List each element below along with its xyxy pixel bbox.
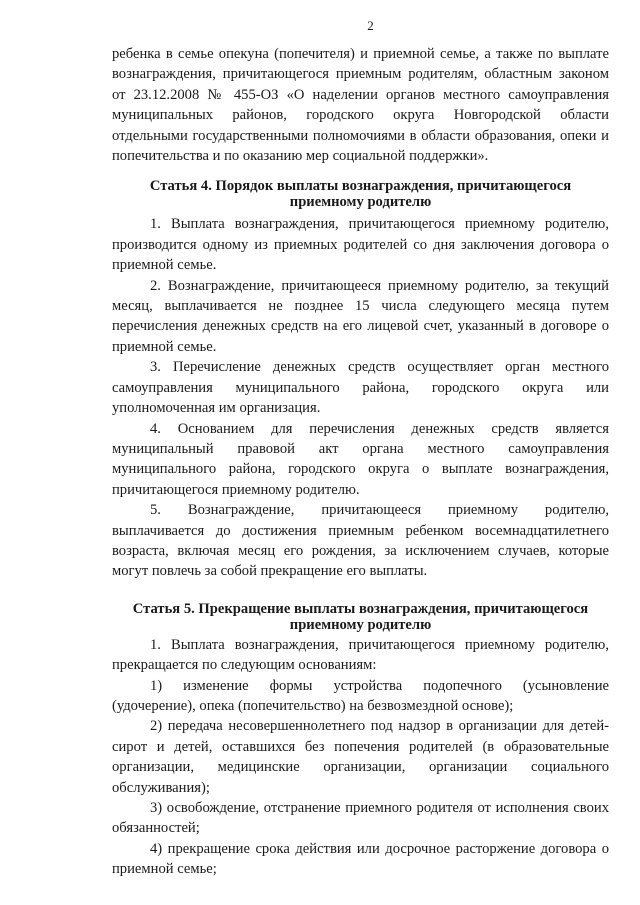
- article-5-item-3: 3) освобождение, отстранение приемного родителя от исполнения своих обязанностей;: [112, 800, 609, 837]
- article-4-paragraph-5: 5. Вознаграждение, причитающееся приемному родителю, выплачивается до достижения приемным ребенком восемнадцатилетнего возраста, включая месяц его рождения, за исключением случаев, которые могут повлечь за собой прекращение его выплаты.: [112, 502, 609, 580]
- article-5-item-1: 1) изменение формы устройства подопечного (усыновление (удочерение), опека (попечительство) на безвозмездной основе);: [112, 677, 609, 714]
- page-number: 2: [367, 18, 374, 33]
- intro-paragraph: ребенка в семье опекуна (попечителя) и приемной семье, а также по выплате вознаграждения, причитающегося приемным родителям, областным законом от 23.12.2008 № 455-ОЗ «О наделении органов местного самоуправления муниципальных районов, городского округа Новгородской области отдельными государственными полномочиями в области образования, опеки и попечительства и по оказанию мер социальной поддержки».: [112, 46, 609, 165]
- article-4-title-line-1: Статья 4. Порядок выплаты вознаграждения, причитающегося: [149, 178, 572, 195]
- article-4-heading: [112, 178, 609, 210]
- article-4-paragraph-2: 2. Вознаграждение, причитающееся приемному родителю, за текущий месяц, выплачивается не позднее 15 числа следующего месяца путем перечисления денежных средств на его лицевой счет, указанный в договоре о приемной семье.: [112, 277, 609, 355]
- article-4-paragraph-4: 4. Основанием для перечисления денежных средств является муниципальный правовой акт органа местного самоуправления муниципального района, городского округа о выплате вознаграждения, причитающегося приемному родителю.: [112, 420, 609, 498]
- article-5-item-2: 2) передача несовершеннолетнего под надзор в организации для детей-сирот и детей, оставшихся без попечения родителей (в образовательные организации, медицинские организации, организации социального обслуживания);: [112, 718, 609, 796]
- article-5-item-4: 4) прекращение срока действия или досрочное расторжение договора о приемной семье;: [112, 840, 609, 878]
- article-5-title-line-2: приемному родителю: [289, 616, 432, 633]
- article-5-paragraph-1: 1. Выплата вознаграждения, причитающегося приемному родителю, прекращается по следующим основаниям:: [112, 636, 609, 674]
- article-5-heading: [112, 601, 609, 633]
- article-5-title-line-1: Статья 5. Прекращение выплаты вознаграждения, причитающегося: [132, 600, 589, 617]
- article-4-title-line-2: приемному родителю: [289, 194, 432, 211]
- article-4-paragraph-1: 1. Выплата вознаграждения, причитающегося приемному родителю, производится одному из приемных родителей со дня заключения договора о приемной семье.: [112, 216, 609, 274]
- article-4-paragraph-3: 3. Перечисление денежных средств осуществляет орган местного самоуправления муниципального района, городского округа или уполномоченная им организация.: [112, 359, 609, 417]
